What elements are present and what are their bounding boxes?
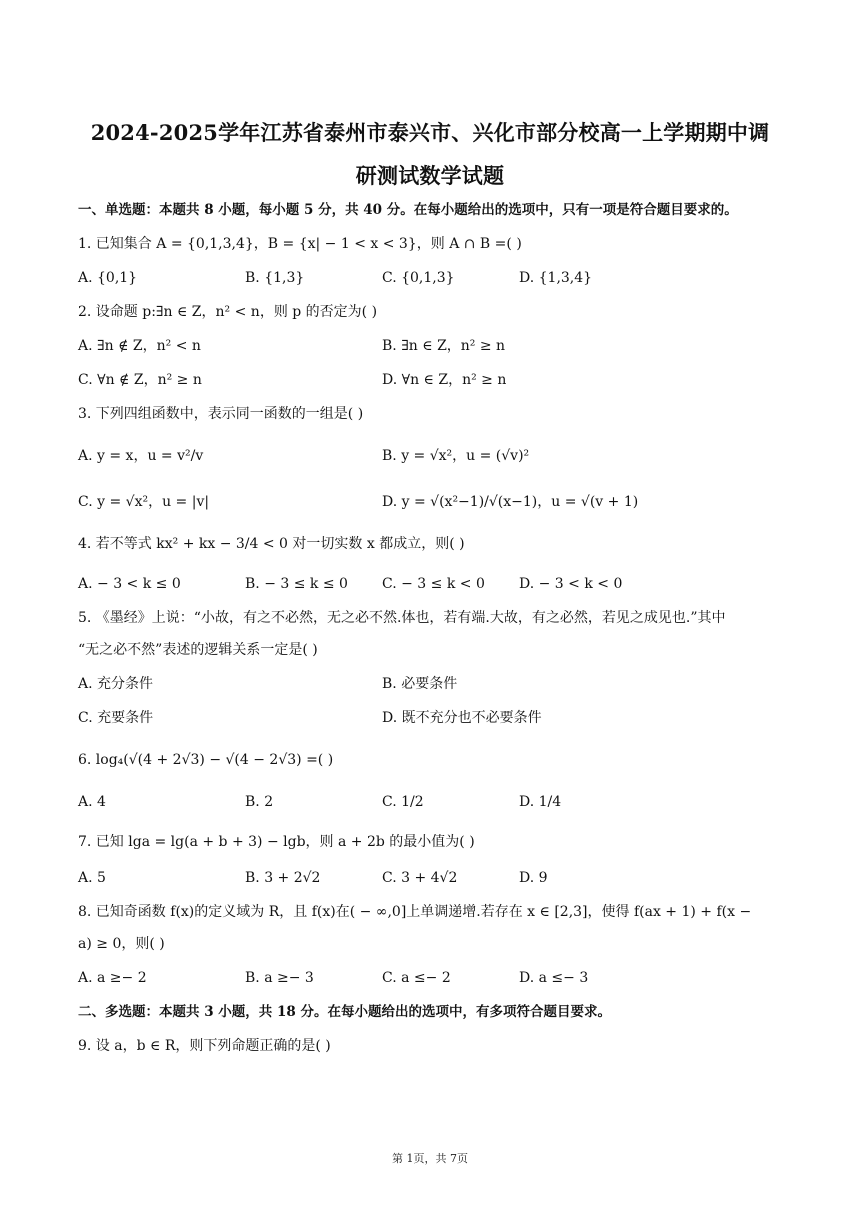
question-1: 1. 已知集合 A = {0,1,3,4}，B = {x| − 1 < x < 3}，则 A ∩ B =( ) (78, 236, 522, 252)
q8-option-c: C. a ≤− 2 (382, 970, 451, 986)
question-2: 2. 设命题 p:∃n ∈ Z，n² < n，则 p 的否定为( ) (78, 304, 378, 320)
q1-option-d: D. {1,3,4} (519, 270, 593, 286)
question-5-line2: “无之必不然”表述的逻辑关系一定是( ) (78, 642, 318, 658)
q2-option-d: D. ∀n ∈ Z，n² ≥ n (382, 372, 507, 388)
question-8-line2: a) ≥ 0，则( ) (78, 936, 165, 952)
q3-option-a: A. y = x，u = v²/v (78, 448, 204, 464)
question-6: 6. log₄(√(4 + 2√3) − √(4 − 2√3) =( ) (78, 752, 334, 768)
q6-option-b: B. 2 (245, 794, 274, 810)
section-single-choice-header: 一、单选题：本题共 8 小题，每小题 5 分，共 40 分。在每小题给出的选项中，只有一项是符合题目要求的。 (78, 202, 738, 218)
q1-option-b: B. {1,3} (245, 270, 305, 286)
exam-title-line1: 2024-2025学年江苏省泰州市泰兴市、兴化市部分校高一上学期期中调 (90, 120, 770, 145)
question-9: 9. 设 a，b ∈ R，则下列命题正确的是( ) (78, 1038, 331, 1054)
q2-option-b: B. ∃n ∈ Z，n² ≥ n (382, 338, 506, 354)
section-multi-choice-header: 二、多选题：本题共 3 小题，共 18 分。在每小题给出的选项中，有多项符合题目要求。 (78, 1004, 611, 1020)
q6-option-a: A. 4 (78, 794, 106, 810)
q2-option-a: A. ∃n ∉ Z，n² < n (78, 338, 201, 354)
question-5-line1: 5. 《墨经》上说：“小故，有之不必然，无之必不然.体也，若有端.大故，有之必然，若见之成见也.”其中 (78, 610, 726, 626)
q4-option-c: C. − 3 ≤ k < 0 (382, 576, 485, 592)
exam-title-line2: 研测试数学试题 (355, 163, 505, 188)
q8-option-b: B. a ≥− 3 (245, 970, 314, 986)
q1-option-a: A. {0,1} (78, 270, 138, 286)
q5-option-c: C. 充要条件 (78, 710, 154, 726)
q5-option-b: B. 必要条件 (382, 676, 458, 692)
question-7: 7. 已知 lga = lg(a + b + 3) − lgb，则 a + 2b 的最小值为( ) (78, 834, 475, 850)
q5-option-a: A. 充分条件 (78, 676, 154, 692)
q7-option-a: A. 5 (78, 870, 106, 886)
question-4: 4. 若不等式 kx² + kx − 3/4 < 0 对一切实数 x 都成立，则( ) (78, 536, 465, 552)
q4-option-b: B. − 3 ≤ k ≤ 0 (245, 576, 348, 592)
q7-option-b: B. 3 + 2√2 (245, 870, 321, 886)
q7-option-d: D. 9 (519, 870, 548, 886)
q7-option-c: C. 3 + 4√2 (382, 870, 458, 886)
question-8-line1: 8. 已知奇函数 f(x)的定义域为 R，且 f(x)在( − ∞,0]上单调递增.若存在 x ∈ [2,3]，使得 f(ax + 1) + f(x − (78, 904, 752, 920)
q6-option-d: D. 1/4 (519, 794, 562, 810)
q4-option-d: D. − 3 < k < 0 (519, 576, 623, 592)
q3-option-b: B. y = √x²，u = (√v)² (382, 448, 530, 464)
page-footer: 第 1页，共 7页 (392, 1152, 468, 1165)
q8-option-d: D. a ≤− 3 (519, 970, 589, 986)
q1-option-c: C. {0,1,3} (382, 270, 455, 286)
q3-option-d: D. y = √(x²−1)/√(x−1)，u = √(v + 1) (382, 494, 639, 510)
q4-option-a: A. − 3 < k ≤ 0 (78, 576, 181, 592)
q5-option-d: D. 既不充分也不必要条件 (382, 710, 542, 726)
q6-option-c: C. 1/2 (382, 794, 424, 810)
q8-option-a: A. a ≥− 2 (78, 970, 147, 986)
q3-option-c: C. y = √x²，u = |v| (78, 494, 210, 510)
q2-option-c: C. ∀n ∉ Z，n² ≥ n (78, 372, 202, 388)
question-3: 3. 下列四组函数中，表示同一函数的一组是( ) (78, 406, 364, 422)
